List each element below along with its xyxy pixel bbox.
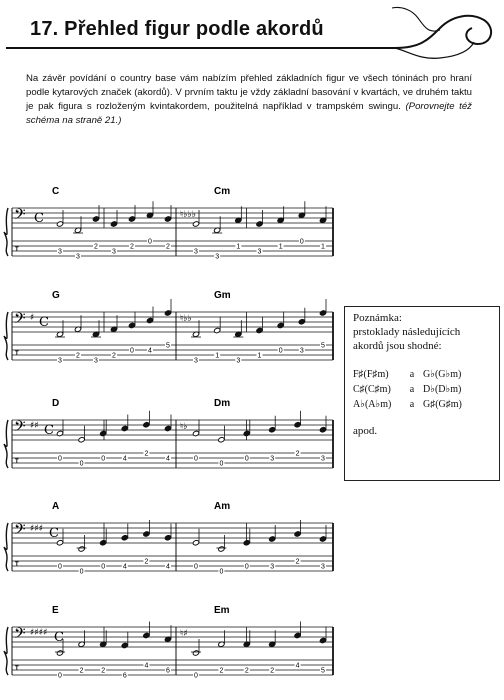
- tab-number: 0: [219, 460, 224, 468]
- tab-number: 2: [144, 450, 149, 458]
- note-head: [319, 637, 326, 643]
- time-signature: C: [39, 315, 49, 330]
- note-head: [56, 430, 63, 436]
- tab-number: 0: [194, 563, 198, 571]
- tab-number: 2: [144, 558, 149, 566]
- tab-number: 1: [257, 352, 262, 360]
- tab-number: 2: [219, 667, 224, 675]
- tab-number: 3: [76, 253, 80, 261]
- note-head: [121, 425, 128, 431]
- tab-number: 2: [79, 667, 84, 675]
- tab-number: 2: [295, 450, 300, 458]
- note-heading: Poznámka:: [353, 312, 402, 324]
- tab-number: 3: [270, 455, 275, 463]
- note-head: [319, 427, 326, 433]
- tab-number: 1: [278, 243, 283, 251]
- tab-number: 5: [321, 342, 325, 350]
- key-change: ♮♭: [180, 422, 188, 432]
- note-head: [92, 216, 99, 222]
- note-head: [164, 535, 171, 541]
- bass-clef-icon: 𝄢: [14, 206, 26, 227]
- time-signature: C: [34, 211, 44, 226]
- note-head: [143, 531, 150, 537]
- tab-number: 0: [299, 238, 304, 246]
- tab-number: 3: [257, 248, 262, 256]
- note-head: [110, 221, 117, 227]
- note-head: [121, 642, 128, 648]
- tab-number: 5: [321, 667, 325, 675]
- note-line-3: akordů jsou shodné:: [353, 340, 442, 352]
- tab-number: 4: [148, 347, 152, 355]
- tab-number: 0: [130, 347, 134, 355]
- tab-number: 4: [144, 662, 149, 670]
- note-head: [128, 216, 135, 222]
- tab-number: 0: [58, 563, 62, 571]
- tab-number: 0: [79, 568, 84, 576]
- tab-number: 4: [166, 563, 170, 571]
- intro-text: Na závěr povídání o country base vám nabízím přehled základních figur ve všech tóninách pro hraní podle kytarových značek (akordů). V prvním taktu je vždy základní basování v kvartách, ve druhém taktu je pak figura s rozloženým kvintakordem, použitelná například v trampském swingu.: [26, 73, 472, 112]
- note-head: [164, 310, 171, 316]
- note-head: [294, 531, 301, 537]
- tab-number: 0: [58, 455, 62, 463]
- tab-number: 0: [219, 568, 224, 576]
- key-signature: ♯♯♯♯: [30, 628, 48, 638]
- tab-number: 3: [112, 248, 116, 256]
- note-head: [78, 437, 85, 443]
- key-change: ♮♯: [180, 629, 188, 639]
- key-signature: ♯: [30, 313, 35, 323]
- tab-number: 0: [101, 455, 106, 463]
- tab-number: 2: [295, 558, 300, 566]
- note-pair-mid: a: [409, 384, 415, 395]
- note-head: [269, 536, 276, 542]
- tab-number: 5: [166, 342, 170, 350]
- note-head: [164, 425, 171, 431]
- time-signature: C: [54, 630, 64, 645]
- note-head: [192, 430, 199, 436]
- bass-clef-icon: 𝄢: [14, 418, 26, 439]
- note-line-2: prstoklady následujících: [353, 326, 461, 338]
- note-head: [218, 546, 225, 552]
- note-head: [298, 319, 305, 325]
- note-head: [214, 327, 221, 333]
- note-head: [121, 535, 128, 541]
- note-head: [294, 632, 301, 638]
- note-head: [269, 427, 276, 433]
- bass-clef-icon: 𝄢: [14, 521, 26, 542]
- tab-number: 1: [215, 352, 220, 360]
- tab-number: 0: [79, 460, 84, 468]
- tab-number: 3: [321, 455, 325, 463]
- note-head: [277, 322, 284, 328]
- tab-number: 1: [321, 243, 325, 251]
- system-brace: [4, 627, 8, 675]
- time-signature: C: [44, 423, 54, 438]
- tab-number: 0: [278, 347, 283, 355]
- tab-number: 4: [295, 662, 300, 670]
- bass-clef-icon: 𝄢: [14, 310, 26, 331]
- note-head: [143, 422, 150, 428]
- note-head: [100, 540, 107, 546]
- chord-label: E: [52, 605, 59, 616]
- tab-number: 3: [58, 357, 62, 365]
- tab-number: 3: [194, 248, 198, 256]
- chord-label: Gm: [214, 290, 231, 301]
- note-head: [146, 317, 153, 323]
- note-head: [192, 221, 199, 227]
- intro-note: (Porovnejte též schéma na straně 21.): [26, 101, 472, 126]
- tab-clef: T: [15, 351, 19, 357]
- tab-number: 2: [166, 243, 170, 251]
- tab-number: 4: [166, 455, 170, 463]
- tab-number: 3: [321, 563, 325, 571]
- chord-label: Dm: [214, 398, 231, 409]
- page-title: 17. Přehled figur podle akordů: [30, 18, 324, 40]
- chord-label: C: [52, 186, 60, 197]
- note-head: [319, 310, 326, 316]
- tab-number: 2: [94, 243, 98, 251]
- note-head: [243, 540, 250, 546]
- key-change: ♮♭♭: [180, 314, 192, 324]
- note-head: [218, 437, 225, 443]
- note-head: [164, 216, 171, 222]
- note-head: [100, 430, 107, 436]
- tab-number: 0: [244, 563, 249, 571]
- note-pair-right: D♭(D♭m): [423, 384, 462, 395]
- tab-number: 3: [299, 347, 304, 355]
- key-change: ♮♭♭♭: [180, 210, 196, 220]
- chord-label: G: [52, 290, 60, 301]
- note-head: [294, 422, 301, 428]
- note-pair-left: C♯(C♯m): [353, 384, 391, 395]
- note-head: [143, 632, 150, 638]
- tab-number: 4: [122, 563, 127, 571]
- note-head: [56, 650, 63, 656]
- tab-number: 3: [215, 253, 220, 261]
- note-head: [319, 536, 326, 542]
- tab-number: 2: [101, 667, 106, 675]
- note-head: [256, 327, 263, 333]
- note-pair-mid: a: [409, 399, 415, 410]
- system-brace: [4, 208, 8, 256]
- note-head: [192, 650, 199, 656]
- tab-number: 0: [244, 455, 249, 463]
- note-pair-right: G♭(G♭m): [423, 369, 462, 380]
- tab-number: 0: [148, 238, 152, 246]
- chord-label: A: [52, 501, 60, 512]
- system-brace: [4, 523, 8, 571]
- note-head: [128, 322, 135, 328]
- tab-number: 3: [236, 357, 241, 365]
- tab-number: 3: [94, 357, 98, 365]
- note-head: [56, 221, 63, 227]
- chord-label: Em: [214, 605, 230, 616]
- tab-number: 2: [76, 352, 80, 360]
- tab-number: 4: [122, 455, 127, 463]
- tab-number: 2: [130, 243, 134, 251]
- tab-number: 6: [166, 667, 170, 675]
- tab-clef: T: [15, 459, 19, 465]
- tab-number: 3: [58, 248, 62, 256]
- key-signature: ♯♯: [30, 421, 39, 431]
- tab-clef: T: [15, 666, 19, 672]
- tab-number: 3: [194, 357, 198, 365]
- note-pair-mid: a: [409, 369, 415, 380]
- note-pair-left: F♯(F♯m): [353, 369, 389, 380]
- tab-number: 2: [112, 352, 116, 360]
- tab-number: 0: [194, 672, 198, 680]
- note-head: [256, 221, 263, 227]
- key-signature: ♯♯♯: [30, 524, 44, 534]
- system-brace: [4, 312, 8, 360]
- tab-number: 0: [58, 672, 62, 680]
- system-brace: [4, 420, 8, 468]
- tab-number: 2: [244, 667, 249, 675]
- tab-number: 1: [236, 243, 241, 251]
- chord-label: Cm: [214, 186, 231, 197]
- tab-number: 2: [270, 667, 275, 675]
- tab-clef: T: [15, 247, 19, 253]
- note-footer: apod.: [353, 425, 378, 437]
- note-pair-right: G♯(G♯m): [423, 399, 462, 410]
- tab-number: 3: [270, 563, 275, 571]
- note-head: [192, 540, 199, 546]
- tab-number: 0: [101, 563, 106, 571]
- tab-number: 0: [194, 455, 198, 463]
- note-head: [243, 430, 250, 436]
- bass-clef-icon: 𝄢: [14, 625, 26, 646]
- tab-number: 6: [122, 672, 127, 680]
- time-signature: C: [49, 526, 59, 541]
- note-pair-left: A♭(A♭m): [353, 399, 392, 410]
- note-head: [78, 546, 85, 552]
- chord-label: Am: [214, 501, 231, 512]
- chord-label: D: [52, 398, 60, 409]
- tab-clef: T: [15, 562, 19, 568]
